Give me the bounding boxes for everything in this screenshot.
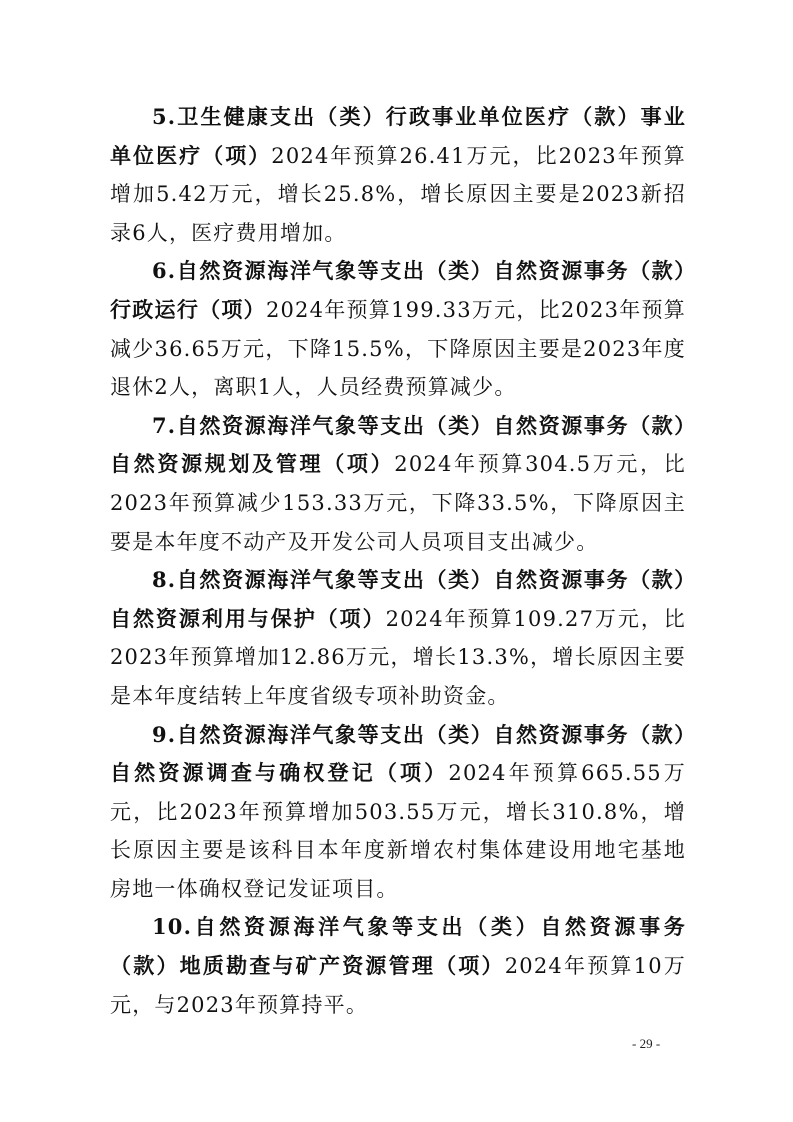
paragraph-item-9 (110, 716, 686, 909)
page-number: - 29 - (632, 1036, 661, 1051)
paragraph-text: 2024年预算304.5万元，比2023年预算减少153.33万元，下降33.5%，下降原因主要是本年度不动产及开发公司人员项目支出减少。 (110, 452, 686, 554)
document-body (110, 98, 686, 1024)
paragraph-text: 2024年预算109.27万元，比2023年预算增加12.86万元，增长13.3%，增长原因主要是本年度结转上年度省级专项补助资金。 (110, 606, 686, 708)
paragraph-heading: 9.自然资源海洋气象等支出（类）自然资源事务（款）自然资源调查与确权登记（项） (110, 721, 686, 786)
paragraph-item-6 (110, 252, 686, 406)
paragraph-heading: 10.自然资源海洋气象等支出（类）自然资源事务（款）地质勘查与矿产资源管理（项） (110, 914, 686, 979)
paragraph-text: 2024年预算199.33万元，比2023年预算减少36.65万元，下降15.5%，下降原因主要是2023年度退休2人，离职1人，人员经费预算减少。 (110, 297, 687, 400)
paragraph-text: 2024年预算26.41万元，比2023年预算增加5.42万元，增长25.8%，增长原因主要是2023新招录6人，医疗费用增加。 (110, 143, 686, 245)
paragraph-item-8 (110, 561, 686, 715)
paragraph-heading: 8.自然资源海洋气象等支出（类）自然资源事务（款）自然资源利用与保护（项） (110, 567, 686, 631)
paragraph-text: 2024年预算665.55万元，比2023年预算增加503.55万元，增长310.8%，增长原因主要是该科目本年度新增农村集体建设用地宅基地房地一体确权登记发证项目。 (110, 761, 686, 901)
paragraph-item-5 (110, 98, 686, 252)
paragraph-heading: 5.卫生健康支出（类）行政事业单位医疗（款）事业单位医疗（项） (110, 104, 686, 168)
paragraph-item-7 (110, 407, 686, 561)
paragraph-item-10 (110, 908, 686, 1024)
paragraph-heading: 7.自然资源海洋气象等支出（类）自然资源事务（款）自然资源规划及管理（项） (110, 412, 686, 477)
paragraph-heading: 6.自然资源海洋气象等支出（类）自然资源事务（款）行政运行（项） (110, 258, 686, 322)
paragraph-text: 2024年预算10万元，与2023年预算持平。 (110, 954, 686, 1017)
